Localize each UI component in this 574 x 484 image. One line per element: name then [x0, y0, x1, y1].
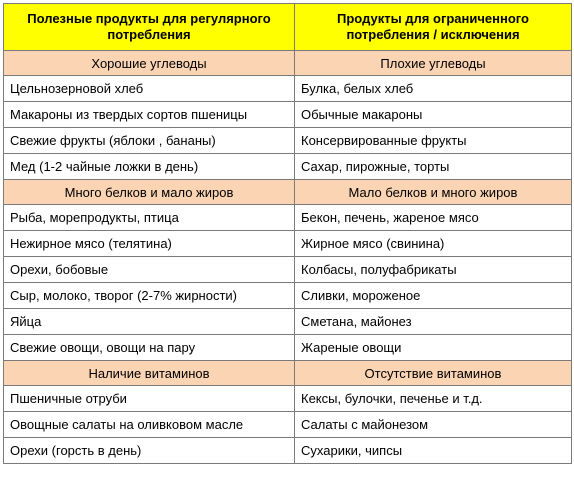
section-high-protein: Много белков и мало жиров	[4, 180, 295, 205]
section-row-proteins	[4, 180, 572, 205]
cell-healthy: Свежие фрукты (яблоки , бананы)	[4, 128, 295, 154]
cell-healthy: Цельнозерновой хлеб	[4, 76, 295, 102]
cell-healthy: Сыр, молоко, творог (2-7% жирности)	[4, 283, 295, 309]
header-healthy-products: Полезные продукты для регулярного потребления	[4, 4, 295, 51]
cell-limited: Кексы, булочки, печенье и т.д.	[295, 386, 572, 412]
table-header-row	[4, 4, 572, 51]
cell-limited: Колбасы, полуфабрикаты	[295, 257, 572, 283]
cell-healthy: Свежие овощи, овощи на пару	[4, 335, 295, 361]
cell-limited: Бекон, печень, жареное мясо	[295, 205, 572, 231]
section-vitamins-absent: Отсутствие витаминов	[295, 361, 572, 386]
cell-limited: Обычные макароны	[295, 102, 572, 128]
cell-healthy: Рыба, морепродукты, птица	[4, 205, 295, 231]
table-row	[4, 76, 572, 102]
cell-healthy: Орехи (горсть в день)	[4, 438, 295, 464]
section-high-fat: Мало белков и много жиров	[295, 180, 572, 205]
table-row	[4, 102, 572, 128]
table-row	[4, 309, 572, 335]
food-comparison-table	[3, 3, 572, 464]
header-limited-products: Продукты для ограниченного потребления / исключения	[295, 4, 572, 51]
table-row	[4, 386, 572, 412]
cell-healthy: Нежирное мясо (телятина)	[4, 231, 295, 257]
cell-limited: Сухарики, чипсы	[295, 438, 572, 464]
section-vitamins-present: Наличие витаминов	[4, 361, 295, 386]
cell-limited: Консервированные фрукты	[295, 128, 572, 154]
table-row	[4, 257, 572, 283]
cell-limited: Жареные овощи	[295, 335, 572, 361]
section-good-carbs: Хорошие углеводы	[4, 51, 295, 76]
table-row	[4, 128, 572, 154]
table-row	[4, 412, 572, 438]
cell-healthy: Макароны из твердых сортов пшеницы	[4, 102, 295, 128]
table-row	[4, 438, 572, 464]
section-row-vitamins	[4, 361, 572, 386]
cell-limited: Сметана, майонез	[295, 309, 572, 335]
cell-healthy: Овощные салаты на оливковом масле	[4, 412, 295, 438]
cell-healthy: Орехи, бобовые	[4, 257, 295, 283]
table-row	[4, 205, 572, 231]
section-bad-carbs: Плохие углеводы	[295, 51, 572, 76]
cell-healthy: Яйца	[4, 309, 295, 335]
table-row	[4, 231, 572, 257]
cell-limited: Жирное мясо (свинина)	[295, 231, 572, 257]
cell-limited: Салаты с майонезом	[295, 412, 572, 438]
cell-limited: Сливки, мороженое	[295, 283, 572, 309]
table-row	[4, 283, 572, 309]
cell-healthy: Мед (1-2 чайные ложки в день)	[4, 154, 295, 180]
cell-healthy: Пшеничные отруби	[4, 386, 295, 412]
section-row-carbs	[4, 51, 572, 76]
table-row	[4, 335, 572, 361]
cell-limited: Булка, белых хлеб	[295, 76, 572, 102]
table-row	[4, 154, 572, 180]
cell-limited: Сахар, пирожные, торты	[295, 154, 572, 180]
